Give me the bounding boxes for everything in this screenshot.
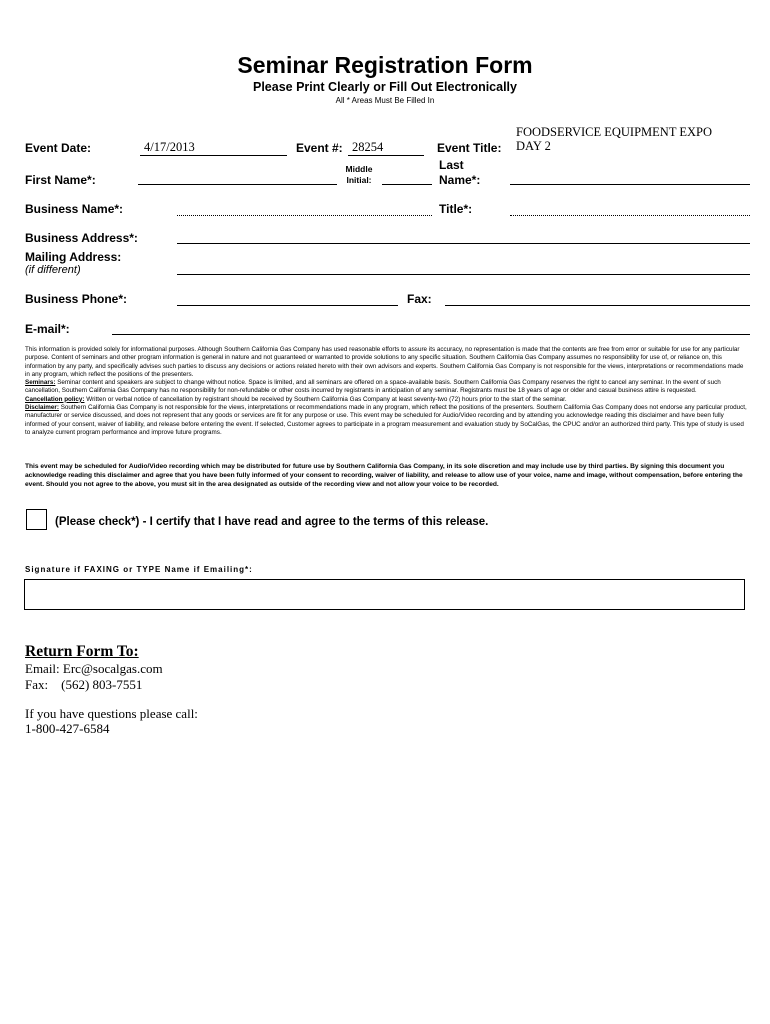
event-title-label: Event Title:	[437, 141, 502, 155]
signature-field[interactable]	[24, 579, 745, 610]
title-field[interactable]	[510, 200, 750, 216]
seminars-paragraph: Seminars: Seminar content and speakers are subject to change without notice. Space is limited, and all seminars are offered on a space-available basis. Southern California Gas Company reserves the right to cancel any seminar. In the event of such cancellation, Southern California Gas Company has no responsibility for non-refundable or other costs incurred by registrants in anticipation of any seminar. Registrants must be 18 years of age or older and casual business attire is requested.	[25, 379, 721, 395]
return-fax: Fax: (562) 803-7551	[25, 677, 143, 692]
certify-label: (Please check*) - I certify that I have read and agree to the terms of this release.	[55, 516, 489, 528]
title-label: Title*:	[439, 202, 473, 216]
mailing-address-sublabel: (if different)	[25, 264, 81, 276]
first-name-field[interactable]	[138, 169, 337, 185]
cancellation-heading: Cancellation policy:	[25, 395, 85, 403]
signature-label: Signature if FAXING or TYPE Name if Emailing*:	[25, 565, 253, 574]
disclaimer-paragraph: Disclaimer: Southern California Gas Company is not responsible for the views, interpretations or recommendations made in any program, which reflect the positions of the presenters. Southern California Gas Company does not endorse any particular product, manufacturer or service discussed, and does not represent that any goods or services are fit for any purpose or use. This event may be scheduled for Audio/Video recording and by attending you acknowledge reading this disclaimer and have been fully informed of your consent, waiver of liability, and release before entering the event. If selected, Customer agrees to participate in a program measurement and evaluation study by SoCalGas, the CPUC and/or an authorized third party. This type of study is used to analyze current program performance and improve future programs.	[25, 404, 747, 436]
event-number-label: Event #:	[296, 141, 343, 155]
middle-initial-label: Middle Initial:	[345, 164, 373, 185]
email-label: E-mail*:	[25, 322, 70, 336]
return-email: Email: Erc@socalgas.com	[25, 661, 163, 676]
mailing-address-label: Mailing Address:	[25, 250, 122, 264]
form-subtitle: Please Print Clearly or Fill Out Electronically	[253, 80, 517, 94]
fax-field[interactable]	[445, 290, 750, 306]
event-title-line-2: DAY 2	[516, 139, 551, 153]
return-form-heading: Return Form To:	[25, 643, 139, 660]
fax-label: Fax:	[407, 292, 432, 306]
required-note: All * Areas Must Be Filled In	[335, 96, 435, 105]
seminars-heading: Seminars:	[25, 379, 56, 387]
business-phone-label: Business Phone*:	[25, 292, 128, 306]
first-name-label: First Name*:	[25, 173, 96, 187]
middle-initial-field[interactable]	[382, 169, 432, 185]
event-date-label: Event Date:	[25, 141, 92, 155]
business-name-label: Business Name*:	[25, 202, 124, 216]
business-address-field[interactable]	[177, 228, 750, 244]
form-title: Seminar Registration Form	[237, 52, 533, 78]
disclaimer-text	[25, 346, 747, 437]
event-number-field[interactable]: 28254	[348, 140, 424, 156]
event-title-line-1: FOODSERVICE EQUIPMENT EXPO	[516, 125, 713, 139]
questions-phone: 1-800-427-6584	[25, 721, 110, 736]
recording-notice: This event may be scheduled for Audio/Video recording which may be distributed for future use by Southern California Gas Company, in its sole discretion and may include use by third parties. By signing this document you acknowledge reading this disclaimer and agree that you have been fully informed of your consent to recording, waiver of liability, and release to allow use of your voice, name and image, without compensation, before entering the event. Should you not agree to the above, you must sit in the area designated as outside of the recording view and not allow your voice to be recorded.	[25, 463, 743, 488]
certify-checkbox[interactable]	[26, 509, 47, 530]
last-name-field[interactable]	[510, 169, 750, 185]
business-phone-field[interactable]	[177, 290, 398, 306]
email-field[interactable]	[112, 319, 750, 335]
disclaimer-intro: This information is provided solely for informational purposes. Although Southern California Gas Company has used reasonable efforts to assure its accuracy, no representation is made that the contents are free from error or suitable for use for any particular purpose. Content of seminars and other program information is general in nature and not guaranteed or warranted to provide solutions to any specific situation. Southern California Gas Company assumes no responsibility for use of, or reliance on, this information by any party, and specifically advises such parties to discuss any decisions or actions related hereto with their own advisors and experts. Southern California Gas Company is not responsible for the views, interpretations or recommendations made in any program, which reflect the positions of the presenters.	[25, 346, 744, 378]
event-title-field[interactable]	[516, 125, 746, 153]
event-date-field[interactable]: 4/17/2013	[140, 140, 287, 156]
business-address-label: Business Address*:	[25, 231, 138, 245]
questions-text: If you have questions please call:	[25, 706, 198, 721]
disclaimer-heading: Disclaimer:	[25, 404, 59, 412]
cancellation-paragraph: Cancellation policy: Written or verbal notice of cancellation by registrant should be received by Southern California Gas Company at least seventy-two (72) hours prior to the start of the seminar.	[25, 395, 567, 403]
business-name-field[interactable]	[177, 200, 432, 216]
mailing-address-field[interactable]	[177, 259, 750, 275]
last-name-label: Last Name*:	[439, 158, 481, 187]
